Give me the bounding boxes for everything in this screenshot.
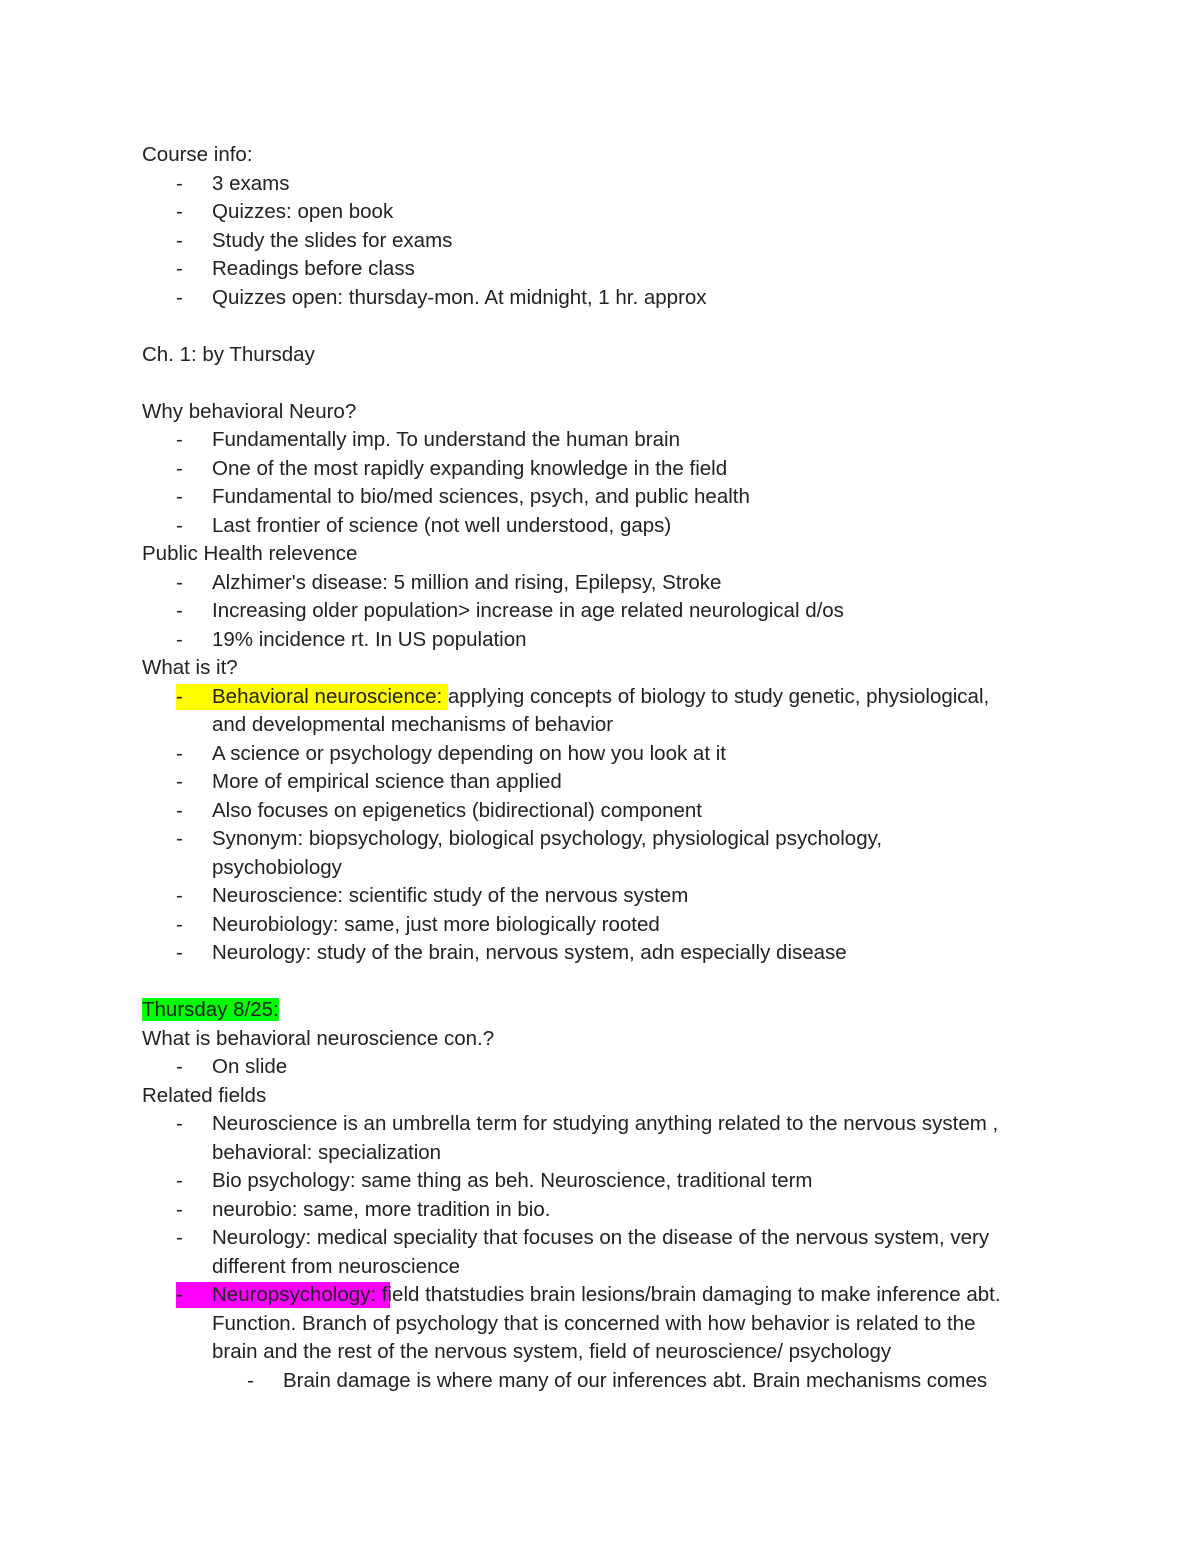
list-item: - Quizzes: open book (176, 200, 394, 223)
heading-course-info: Course info: (142, 143, 253, 166)
list-item: - Quizzes open: thursday-mon. At midnight, 1 hr. approx (176, 285, 707, 309)
list-item: - Last frontier of science (not well understood, gaps) (176, 513, 672, 537)
heading-behavioral-neuroscience-con: What is behavioral neuroscience con.? (142, 1026, 495, 1050)
list-item: - On slide (176, 1055, 288, 1078)
heading-public-health: Public Health relevence (142, 542, 358, 565)
list-item-continuation: behavioral: specialization (212, 1140, 442, 1164)
list-item-continuation: Function. Branch of psychology that is concerned with how behavior is related to the (212, 1311, 976, 1335)
list-item: - Alzhimer's disease: 5 million and rising, Epilepsy, Stroke (176, 570, 722, 594)
list-item: - Also focuses on epigenetics (bidirectional) component (176, 798, 702, 822)
list-item-behavioral-neuroscience: - Behavioral neuroscience: applying concepts of biology to study genetic, physiological, (176, 684, 990, 708)
list-item: - Fundamental to bio/med sciences, psych, and public health (176, 485, 750, 508)
heading-what-is-it: What is it? (142, 656, 238, 679)
list-item: - Neurology: study of the brain, nervous system, adn especially disease (176, 941, 847, 964)
list-item: - Bio psychology: same thing as beh. Neuroscience, traditional term (176, 1169, 813, 1192)
list-item: - Fundamentally imp. To understand the human brain (176, 428, 680, 451)
heading-related-fields: Related fields (142, 1083, 267, 1107)
list-item: - Neurology: medical speciality that focuses on the disease of the nervous system, very (176, 1226, 990, 1249)
list-item-continuation: and developmental mechanisms of behavior (212, 713, 614, 736)
list-item-continuation: psychobiology (212, 855, 342, 879)
document-body (142, 141, 1102, 1395)
list-item-continuation: different from neuroscience (212, 1254, 461, 1278)
list-item: - Readings before class (176, 257, 415, 280)
heading-why: Why behavioral Neuro? (142, 399, 357, 423)
highlight-green: Thursday 8/25: (142, 998, 279, 1021)
list-item: - neurobio: same, more tradition in bio. (176, 1197, 551, 1221)
list-item: - 3 exams (176, 171, 290, 195)
list-item-continuation: brain and the rest of the nervous system, field of neuroscience/ psychology (212, 1340, 892, 1363)
list-item: - A science or psychology depending on how you look at it (176, 741, 726, 765)
term-neuropsychology: Neuropsychology: (212, 1283, 377, 1306)
list-item: - 19% incidence rt. In US population (176, 627, 527, 651)
sub-list-item: - Brain damage is where many of our inferences abt. Brain mechanisms comes (247, 1368, 988, 1392)
list-item-neuropsychology: - Neuropsychology: field thatstudies brain lesions/brain damaging to make inference abt. (176, 1283, 1001, 1306)
list-item: - Increasing older population> increase in age related neurological d/os (176, 599, 844, 622)
heading-ch1: Ch. 1: by Thursday (142, 342, 315, 366)
term-behavioral-neuroscience: Behavioral neuroscience (212, 684, 437, 708)
heading-thursday-date (142, 996, 1102, 1025)
list-item: - Neuroscience is an umbrella term for studying anything related to the nervous system , (176, 1112, 999, 1135)
list-item: - One of the most rapidly expanding knowledge in the field (176, 456, 728, 480)
list-item: - Study the slides for exams (176, 228, 453, 252)
list-item: - Neuroscience: scientific study of the nervous system (176, 884, 689, 907)
list-item: - Neurobiology: same, just more biologically rooted (176, 912, 660, 936)
list-item: - Synonym: biopsychology, biological psychology, physiological psychology, (176, 827, 883, 850)
list-item: - More of empirical science than applied (176, 770, 562, 793)
